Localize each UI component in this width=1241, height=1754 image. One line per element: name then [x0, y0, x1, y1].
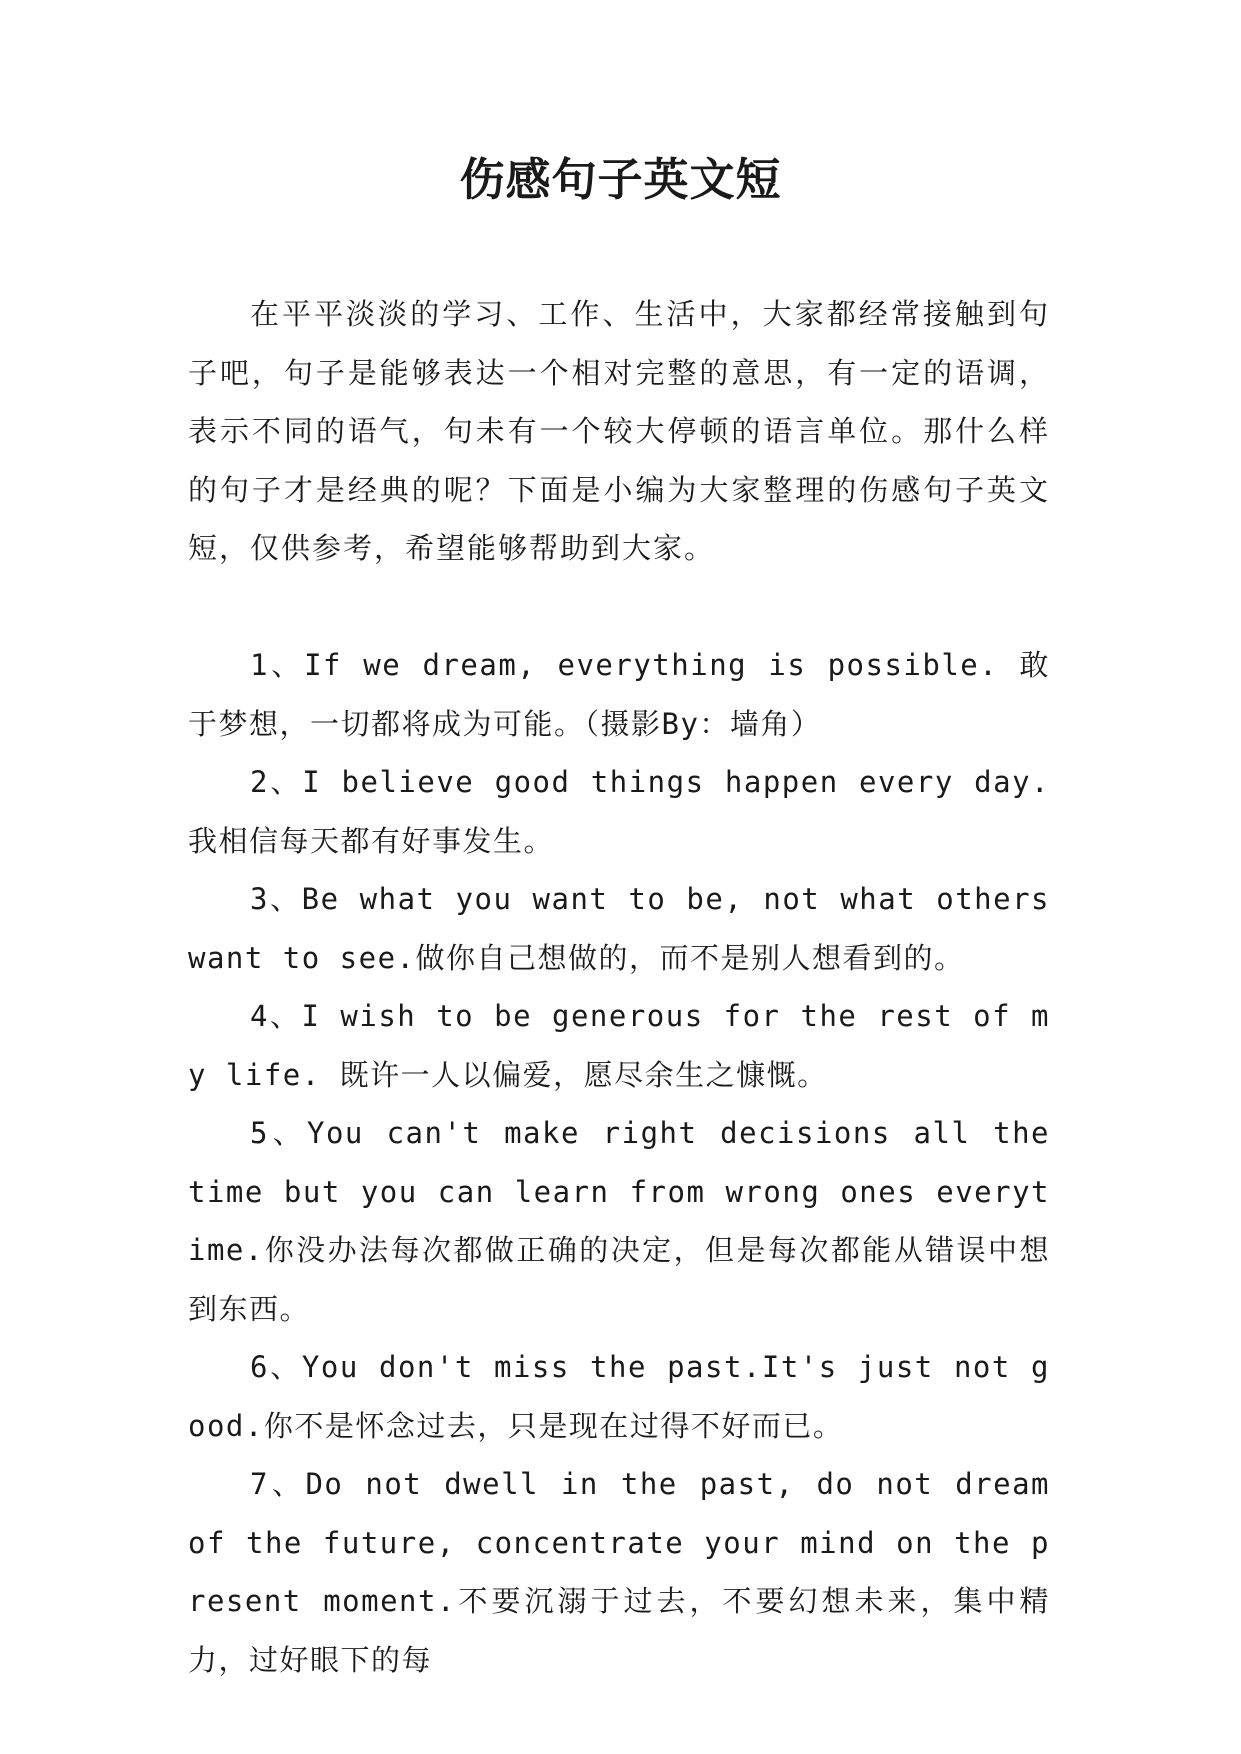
sentence-item-2: 2、I believe good things happen every day.我相信每天都有好事发生。	[188, 765, 1050, 858]
sentence-item-3: 3、Be what you want to be, not what others want to see.做你自己想做的，而不是别人想看到的。	[188, 882, 1050, 975]
sentence-item-1: 1、If we dream, everything is possible. 敢于梦想，一切都将成为可能。（摄影By：墙角）	[188, 648, 1050, 741]
sentence-item-6: 6、You don't miss the past.It's just not good.你不是怀念过去，只是现在过得不好而已。	[188, 1350, 1050, 1443]
document-title: 伤感句子英文短	[459, 153, 782, 206]
sentence-item-4: 4、I wish to be generous for the rest of my life. 既许一人以偏爱，愿尽余生之慷慨。	[188, 999, 1050, 1092]
sentence-item-5: 5、You can't make right decisions all the time but you can learn from wrong ones everytime.你没办法每次都做正确的决定，但是每次都能从错误中想到东西。	[188, 1116, 1050, 1326]
intro-paragraph: 在平平淡淡的学习、工作、生活中，大家都经常接触到句子吧，句子是能够表达一个相对完整的意思，有一定的语调，表示不同的语气，句未有一个较大停顿的语言单位。那什么样的句子才是经典的呢？下面是小编为大家整理的伤感句子英文短，仅供参考，希望能够帮助到大家。	[188, 297, 1050, 565]
sentence-list	[188, 636, 1050, 1689]
sentence-item-7: 7、Do not dwell in the past, do not dream of the future, concentrate your mind on the present moment.不要沉溺于过去，不要幻想未来，集中精力，过好眼下的每	[188, 1467, 1050, 1677]
